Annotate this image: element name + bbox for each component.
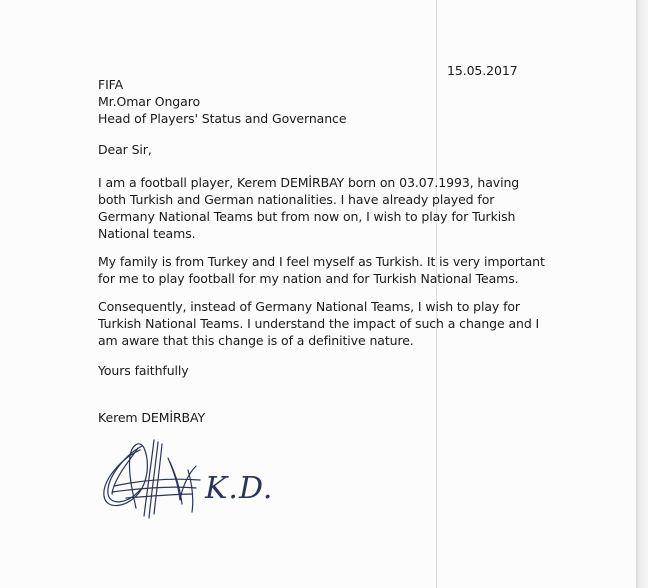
paragraph-line: I am a football player, Kerem DEMİRBAY born on 03.07.1993, having: [98, 175, 520, 190]
paragraph-line: both Turkish and German nationalities. I have already played for: [98, 192, 495, 207]
letter-date: 15.05.2017: [447, 63, 518, 78]
recipient-name: Mr.Omar Ongaro: [98, 94, 201, 109]
body-paragraph-2: [98, 253, 558, 287]
page-edge-shadow: [636, 0, 648, 588]
paragraph-line: National teams.: [98, 226, 196, 241]
signer-name: Kerem DEMİRBAY: [98, 410, 206, 425]
signature-initials: K.D.: [205, 471, 274, 506]
paragraph-line: Germany National Teams but from now on, I wish to play for Turkish: [98, 209, 516, 224]
scan-fold-line: [436, 0, 437, 588]
recipient-org: FIFA: [98, 77, 124, 92]
paragraph-line: Turkish National Teams. I understand the impact of such a change and I: [98, 316, 540, 331]
salutation: Dear Sir,: [98, 142, 152, 157]
closing: Yours faithfully: [98, 363, 189, 378]
body-paragraph-3: [98, 298, 558, 349]
paragraph-line: Consequently, instead of Germany National Teams, I wish to play for: [98, 299, 520, 314]
paragraph-line: My family is from Turkey and I feel myself as Turkish. It is very important: [98, 254, 545, 269]
recipient-title: Head of Players' Status and Governance: [98, 111, 347, 126]
paragraph-line: for me to play football for my nation and for Turkish National Teams.: [98, 271, 519, 286]
paragraph-line: am aware that this change is of a definitive nature.: [98, 333, 414, 348]
body-paragraph-1: [98, 174, 558, 242]
